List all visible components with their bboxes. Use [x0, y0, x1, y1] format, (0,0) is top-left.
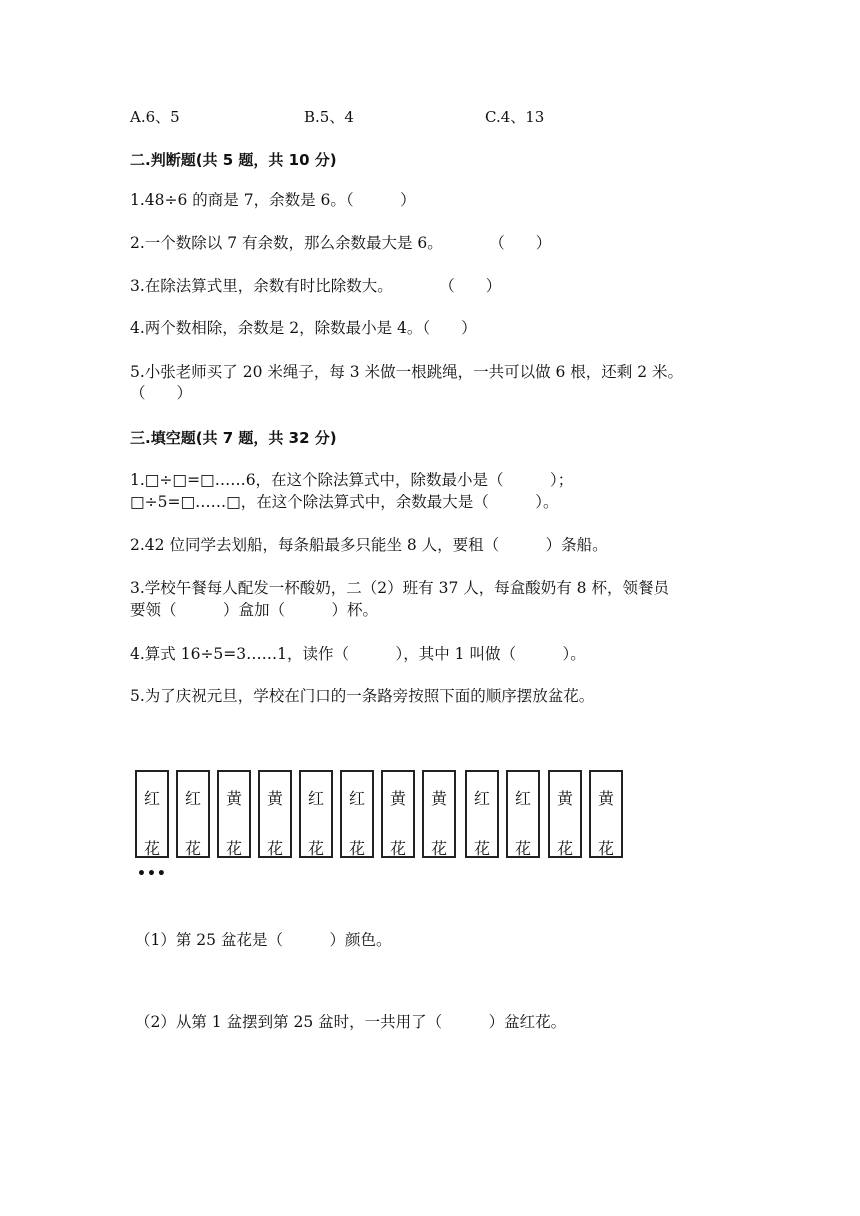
flower-pot-sequence — [135, 770, 635, 865]
judgement-question-5: 5.小张老师买了 20 米绳子，每 3 米做一根跳绳，一共可以做 6 根，还剩 2 米。 — [130, 363, 684, 381]
flower-pot-1: 红 花 — [135, 770, 169, 858]
flower-pot-2: 红 花 — [176, 770, 210, 858]
judgement-question-2: 2.一个数除以 7 有余数，那么余数最大是 6。 （ ） — [130, 234, 552, 252]
fill-question-5-sub-1: （1）第 25 盆花是（ ）颜色。 — [135, 931, 392, 949]
judgement-question-5-bracket: （ ） — [130, 384, 193, 402]
fill-question-4: 4.算式 16÷5=3……1，读作（ ），其中 1 叫做（ ）。 — [130, 645, 586, 663]
fill-question-3-line-2: 要领（ ）盒加（ ）杯。 — [130, 601, 379, 619]
flower-pot-3: 黄 花 — [217, 770, 251, 858]
sequence-ellipsis: ••• — [137, 866, 167, 882]
option-c: C.4、13 — [485, 108, 545, 126]
flower-pot-11: 黄 花 — [548, 770, 582, 858]
judgement-question-4: 4.两个数相除，余数是 2，除数最小是 4。（ ） — [130, 319, 477, 337]
fill-question-5-sub-2: （2）从第 1 盆摆到第 25 盆时，一共用了（ ）盆红花。 — [135, 1013, 567, 1031]
judgement-question-1: 1.48÷6 的商是 7，余数是 6。（ ） — [130, 191, 416, 209]
option-a: A.6、5 — [130, 108, 180, 126]
option-b: B.5、4 — [304, 108, 354, 126]
flower-pot-12: 黄 花 — [589, 770, 623, 858]
flower-pot-8: 黄 花 — [422, 770, 456, 858]
fill-question-1-line-1: 1.□÷□=□……6，在这个除法算式中，除数最小是（ ）； — [130, 471, 574, 489]
fill-question-3-line-1: 3.学校午餐每人配发一杯酸奶，二（2）班有 37 人，每盒酸奶有 8 杯，领餐员 — [130, 579, 669, 597]
flower-pot-10: 红 花 — [506, 770, 540, 858]
judgement-question-3: 3.在除法算式里，余数有时比除数大。 （ ） — [130, 277, 502, 295]
flower-pot-6: 红 花 — [340, 770, 374, 858]
flower-pot-9: 红 花 — [465, 770, 499, 858]
section-heading-judgement: 二.判断题(共 5 题，共 10 分) — [130, 151, 337, 169]
flower-pot-4: 黄 花 — [258, 770, 292, 858]
flower-pot-7: 黄 花 — [381, 770, 415, 858]
flower-pot-5: 红 花 — [299, 770, 333, 858]
fill-question-2: 2.42 位同学去划船，每条船最多只能坐 8 人，要租（ ）条船。 — [130, 536, 608, 554]
section-heading-fill-in: 三.填空题(共 7 题，共 32 分) — [130, 429, 337, 447]
fill-question-1-line-2: □÷5=□……□，在这个除法算式中，余数最大是（ ）。 — [130, 493, 559, 511]
fill-question-5: 5.为了庆祝元旦，学校在门口的一条路旁按照下面的顺序摆放盆花。 — [130, 687, 595, 705]
